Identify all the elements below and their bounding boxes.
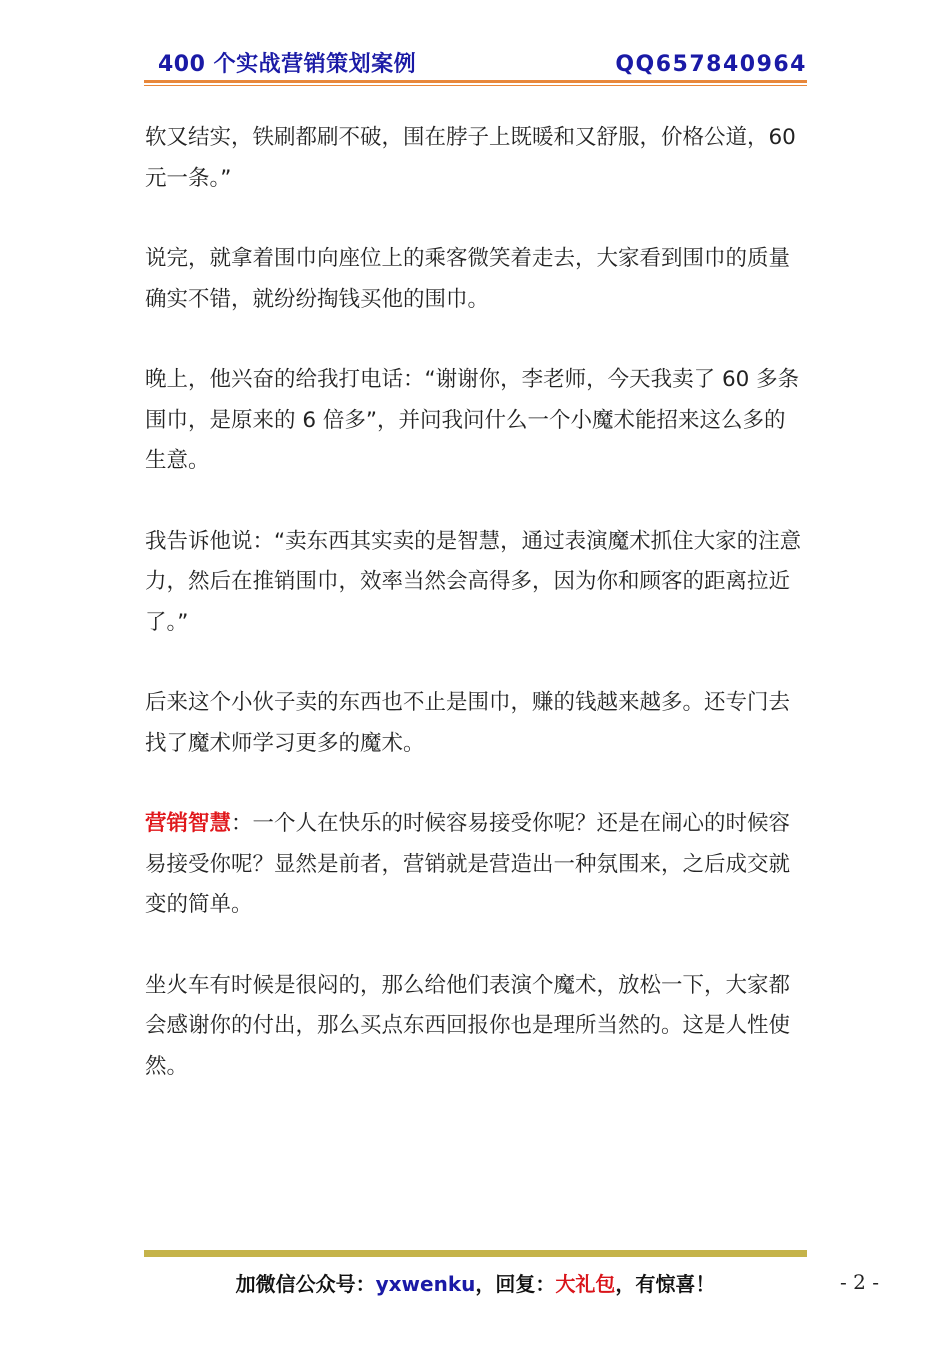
footer-suffix: ，有惊喜！ bbox=[615, 1272, 716, 1296]
header-title: 400 个实战营销策划案例 bbox=[158, 52, 417, 77]
header-divider-thick bbox=[144, 80, 807, 83]
header-divider-thin bbox=[144, 85, 807, 86]
marketing-wisdom-label: 营销智慧 bbox=[145, 811, 232, 836]
footer-account: yxwenku bbox=[375, 1272, 476, 1296]
document-body bbox=[145, 118, 805, 1127]
footer-middle: ，回复： bbox=[475, 1272, 556, 1296]
paragraph-6 bbox=[145, 804, 805, 926]
footer-divider bbox=[144, 1250, 807, 1257]
paragraph-3: 晚上，他兴奋的给我打电话：“谢谢你，李老师，今天我卖了 60 多条围巾，是原来的 6 倍多”，并问我问什么一个小魔术能招来这么多的生意。 bbox=[145, 367, 800, 473]
page-number: - 2 - bbox=[840, 1270, 879, 1294]
footer-promo bbox=[144, 1268, 807, 1300]
header-contact: QQ657840964 bbox=[615, 52, 807, 77]
paragraph-5: 后来这个小伙子卖的东西也不止是围巾，赚的钱越来越多。还专门去找了魔术师学习更多的魔术。 bbox=[145, 690, 791, 756]
paragraph-1: 软又结实，铁刷都刷不破，围在脖子上既暖和又舒服，价格公道，60 元一条。” bbox=[145, 125, 796, 191]
footer-gift: 大礼包 bbox=[555, 1272, 616, 1296]
page-header bbox=[144, 50, 807, 82]
footer-prefix: 加微信公众号： bbox=[235, 1272, 376, 1296]
paragraph-7: 坐火车有时候是很闷的，那么给他们表演个魔术，放松一下，大家都会感谢你的付出，那么买点东西回报你也是理所当然的。这是人性使然。 bbox=[145, 972, 791, 1079]
marketing-wisdom-text: ：一个人在快乐的时候容易接受你呢？还是在闹心的时候容易接受你呢？显然是前者，营销就是营造出一种氛围来，之后成交就变的简单。 bbox=[145, 811, 791, 917]
paragraph-2: 说完，就拿着围巾向座位上的乘客微笑着走去，大家看到围巾的质量确实不错，就纷纷掏钱买他的围巾。 bbox=[145, 246, 791, 312]
paragraph-4: 我告诉他说：“卖东西其实卖的是智慧，通过表演魔术抓住大家的注意力，然后在推销围巾，效率当然会高得多，因为你和顾客的距离拉近了。” bbox=[145, 528, 802, 635]
